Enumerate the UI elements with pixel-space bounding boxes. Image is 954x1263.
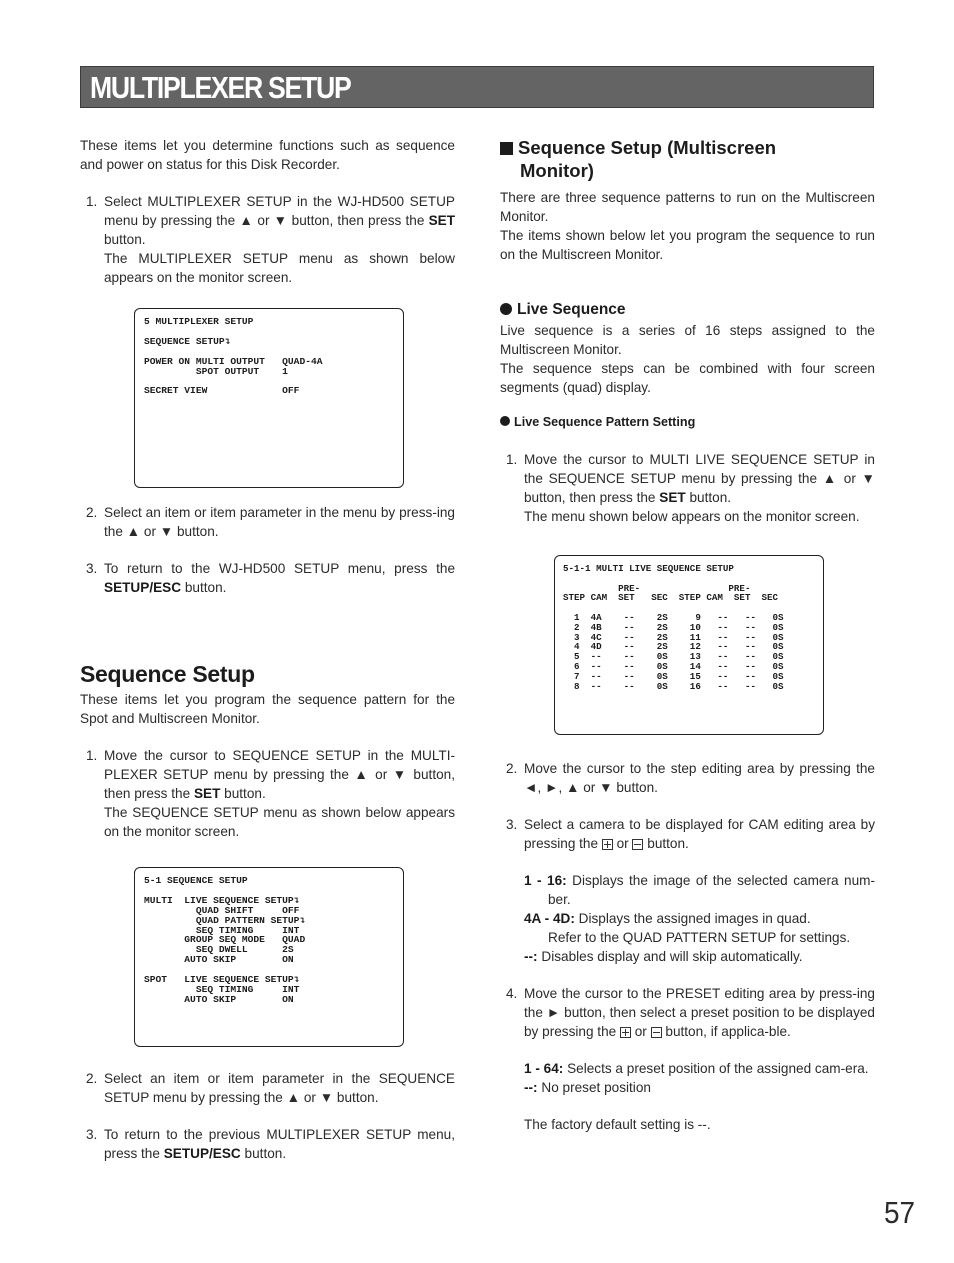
step-text: Move the cursor to MULTI LIVE SEQUENCE SETUP in the SEQUENCE SETUP menu by pressing the ▲ or ▼ button, then press the SET button. [524,452,875,505]
multiscreen-paragraph-1: There are three sequence patterns to run on the Multiscreen Monitor. [500,190,875,224]
right-column [500,136,875,526]
step-2 [500,759,875,797]
step-3 [80,1125,455,1163]
option-camera-number: 1 - 16: Displays the image of the selected camera num-ber. [524,873,875,907]
step-3 [500,815,875,966]
step-4 [500,984,875,1134]
step-note: The SEQUENCE SETUP menu as shown below appears on the monitor screen. [104,805,455,839]
multi-live-sequence-screen: 5-1-1 MULTI LIVE SEQUENCE SETUP PRE- PRE- STEP CAM SET SEC STEP CAM SET SEC 1 4A -- 2S 9 -- -- 0S 2 4B -- 2S 10 -- -- 0S 3 4C -- 2S 11 -- -- 0S 4 4D -- 2S 12 -- -- 0S 5 -- -- 0S 13 -- -- 0S 6 -- -- 0S 14 -- -- 0S 7 -- -- 0S 15 -- -- 0S 8 -- -- 0S 16 -- -- 0S [554,555,824,735]
factory-default-note: The factory default setting is --. [524,1117,711,1132]
sequence-setup-screen: 5-1 SEQUENCE SETUP MULTI LIVE SEQUENCE SETUP↴ QUAD SHIFT OFF QUAD PATTERN SETUP↴ SEQ TIMING INT GROUP SEQ MODE QUAD SEQ DWELL 2S AUTO SKIP ON SPOT LIVE SEQUENCE SETUP↴ SEQ TIMING INT AUTO SKIP ON [134,867,404,1047]
step-number: 3. [506,817,518,832]
step-text: To return to the previous MULTIPLEXER SETUP menu, press the SETUP/ESC button. [104,1127,455,1161]
bullet-dot-icon [500,303,512,315]
sequence-setup-steps [80,1069,455,1163]
right-column-steps [500,759,875,1134]
step-note: The menu shown below appears on the monitor screen. [524,509,860,524]
step-text: Move the cursor to SEQUENCE SETUP in the MULTI-PLEXER SETUP menu by pressing the ▲ or ▼ button, then press the SET button. [104,748,455,801]
step-number: 1. [86,748,98,763]
plus-button-icon [602,839,613,850]
step-number: 2. [86,1071,98,1086]
step-text: Move the cursor to the PRESET editing area by press-ing the ► button, then select a preset position to be displayed by pressing the or button, if applica-ble. [524,986,875,1039]
step-number: 2. [506,761,518,776]
step-number: 3. [86,1127,98,1142]
step-text: Select an item or item parameter in the SEQUENCE SETUP menu by pressing the ▲ or ▼ button. [104,1071,455,1105]
step-3 [80,559,455,597]
option-quad-note: Refer to the QUAD PATTERN SETUP for settings. [548,930,851,945]
intro-paragraph: These items let you determine functions such as sequence and power on status for this Disk Recorder. [80,138,455,172]
minus-button-icon [632,839,643,850]
option-no-preset: --: No preset position [524,1080,651,1095]
step-number: 4. [506,986,518,1001]
page-title: MULTIPLEXER SETUP [90,70,351,105]
plus-button-icon [620,1027,631,1038]
step-2 [80,503,455,541]
bullet-dot-icon [500,416,510,426]
option-skip: --: Disables display and will skip automatically. [524,949,803,964]
multiplexer-setup-screen: 5 MULTIPLEXER SETUP SEQUENCE SETUP↴ POWER ON MULTI OUTPUT QUAD-4A SPOT OUTPUT 1 SECRET VIEW OFF [134,308,404,488]
step-1 [80,746,455,841]
square-bullet-icon [500,142,513,155]
live-sequence-paragraph-2: The sequence steps can be combined with four screen segments (quad) display. [500,361,875,395]
step-text: Move the cursor to the step editing area by pressing the ◄, ►, ▲ or ▼ button. [524,761,875,795]
live-sequence-heading: Live Sequence [500,300,875,319]
step-number: 1. [86,194,98,209]
step-1 [80,192,455,287]
step-number: 1. [506,452,518,467]
option-quad: 4A - 4D: Displays the assigned images in quad. [524,911,811,926]
section-intro: These items let you program the sequence pattern for the Spot and Multiscreen Monitor. [80,692,455,726]
step-2 [80,1069,455,1107]
step-text: Select an item or item parameter in the menu by press-ing the ▲ or ▼ button. [104,505,455,539]
step-number: 2. [86,505,98,520]
sequence-setup-section [80,660,455,841]
page-number: 57 [884,1195,916,1230]
multiscreen-paragraph-2: The items shown below let you program the sequence to run on the Multiscreen Monitor. [500,228,875,262]
multiscreen-heading: Sequence Setup (Multiscreen Monitor) [500,136,875,182]
minus-button-icon [651,1027,662,1038]
step-text: To return to the WJ-HD500 SETUP menu, press the SETUP/ESC button. [104,561,455,595]
step-text: Select MULTIPLEXER SETUP in the WJ-HD500 SETUP menu by pressing the ▲ or ▼ button, then press the SET button. [104,194,455,247]
step-note: The MULTIPLEXER SETUP menu as shown below appears on the monitor screen. [104,251,455,285]
step-1 [500,450,875,526]
step-text: Select a camera to be displayed for CAM editing area by pressing the or button. [524,817,875,851]
section-heading: Sequence Setup [80,661,255,687]
pattern-setting-heading: Live Sequence Pattern Setting [500,413,875,432]
live-sequence-paragraph-1: Live sequence is a series of 16 steps assigned to the Multiscreen Monitor. [500,323,875,357]
step-number: 3. [86,561,98,576]
option-preset-number: 1 - 64: Selects a preset position of the assigned cam-era. [524,1061,869,1076]
page-banner [80,66,874,108]
